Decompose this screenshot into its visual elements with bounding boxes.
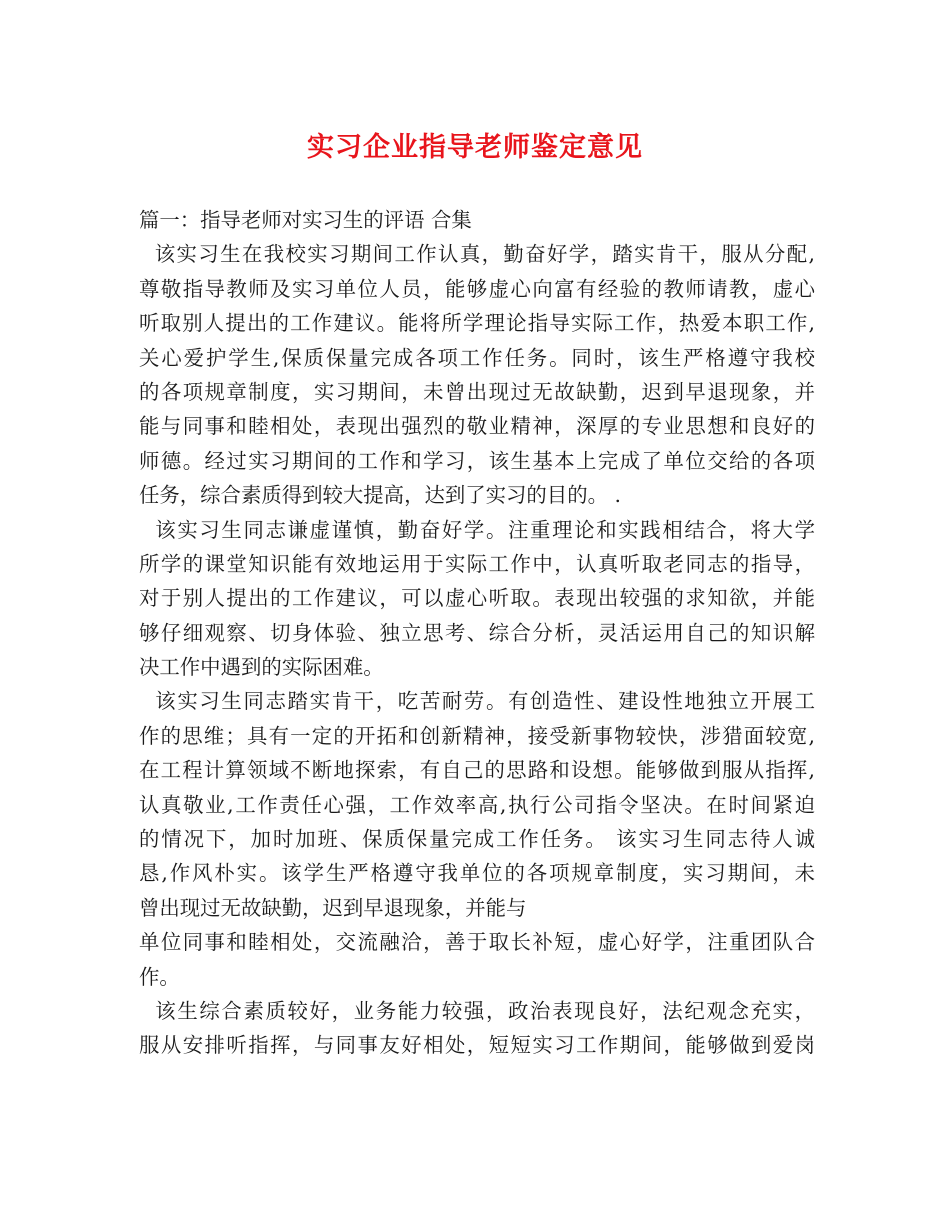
paragraph-line: 听取别人提出的工作建议。能将所学理论指导实际工作，热爱本职工作,	[139, 311, 815, 336]
paragraph-line: 该生综合素质较好，业务能力较强，政治表现良好，法纪观念充实，	[139, 998, 815, 1023]
paragraph-line: 恳,作风朴实。该学生严格遵守我单位的各项规章制度，实习期间，未	[139, 861, 815, 886]
paragraph-line: 任务，综合素质得到较大提高，达到了实习的目的。 .	[139, 483, 621, 508]
paragraph-line: 服从安排听指挥，与同事友好相处，短短实习工作期间，能够做到爱岗	[139, 1033, 815, 1058]
paragraph-line: 认真敬业,工作责任心强，工作效率高,执行公司指令坚决。在时间紧迫	[139, 792, 815, 817]
paragraph-line: 该实习生同志踏实肯干，吃苦耐劳。有创造性、建设性地独立开展工	[139, 689, 815, 714]
paragraph-line: 够仔细观察、切身体验、独立思考、综合分析，灵活运用自己的知识解	[139, 620, 815, 645]
paragraph-line: 的情况下，加时加班、保质保量完成工作任务。 该实习生同志待人诚	[139, 827, 815, 852]
paragraph-line: 单位同事和睦相处，交流融洽，善于取长补短，虚心好学，注重团队合	[139, 930, 815, 955]
paragraph-line: 作。	[139, 964, 180, 989]
section-heading: 篇一：指导老师对实习生的评语 合集	[139, 208, 472, 232]
paragraph-line: 关心爱护学生,保质保量完成各项工作任务。同时，该生严格遵守我校	[139, 345, 815, 370]
paragraph-line: 在工程计算领域不断地探索，有自己的思路和设想。能够做到服从指挥,	[139, 758, 815, 783]
paragraph-line: 所学的课堂知识能有效地运用于实际工作中，认真听取老同志的指导，	[139, 551, 815, 576]
paragraph-line: 该实习生在我校实习期间工作认真，勤奋好学，踏实肯干，服从分配,	[139, 242, 815, 267]
paragraph-line: 的各项规章制度，实习期间，未曾出现过无故缺勤，迟到早退现象，并	[139, 379, 815, 404]
document-body	[139, 203, 815, 1063]
paragraph-line: 该实习生同志谦虚谨慎，勤奋好学。注重理论和实践相结合，将大学	[139, 517, 815, 542]
paragraph-line: 能与同事和睦相处，表现出强烈的敬业精神，深厚的专业思想和良好的	[139, 414, 815, 439]
paragraph-line: 决工作中遇到的实际困难。	[139, 655, 384, 680]
document-title: 实习企业指导老师鉴定意见	[307, 132, 643, 163]
paragraph-line: 曾出现过无故缺勤，迟到早退现象，并能与	[139, 895, 527, 920]
paragraph-line: 尊敬指导教师及实习单位人员，能够虚心向富有经验的教师请教，虚心	[139, 276, 815, 301]
paragraph-line: 师德。经过实习期间的工作和学习，该生基本上完成了单位交给的各项	[139, 448, 815, 473]
paragraph-line: 对于别人提出的工作建议，可以虚心听取。表现出较强的求知欲，并能	[139, 586, 815, 611]
paragraph-line: 作的思维；具有一定的开拓和创新精神，接受新事物较快，涉猎面较宽,	[139, 723, 815, 748]
